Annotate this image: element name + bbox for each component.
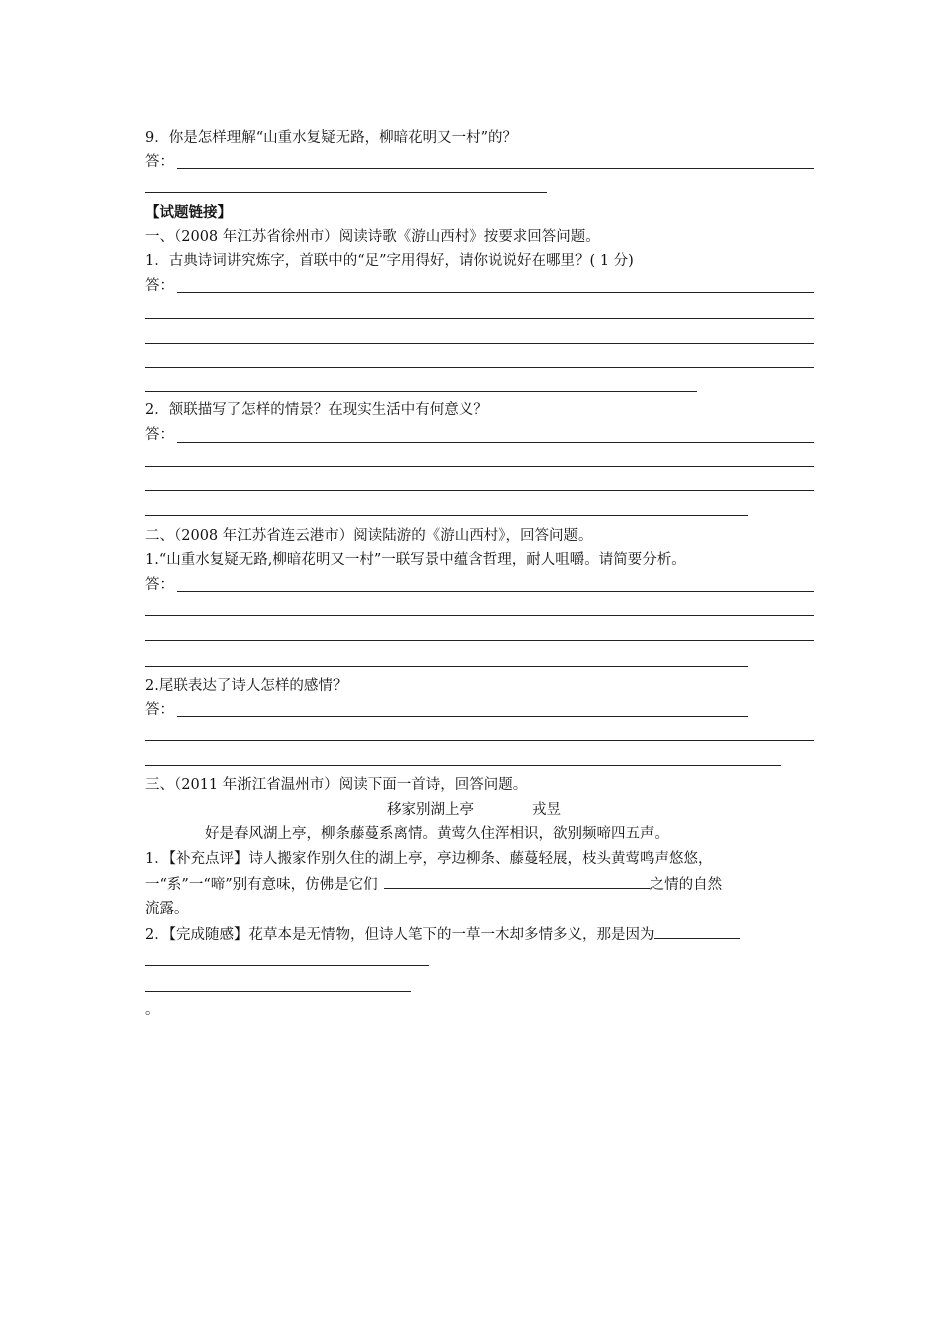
answer-line[interactable] [177, 292, 814, 293]
s3-question-1-end: 流露。 [145, 901, 189, 917]
answer-label: 答： [145, 577, 174, 593]
answer-line[interactable] [145, 391, 697, 392]
answer-line[interactable] [145, 367, 814, 368]
fill-blank[interactable] [384, 874, 650, 889]
end-punctuation: 。 [145, 1002, 160, 1018]
s1-question-1: 1．古典诗词讲究炼字，首联中的“足”字用得好，请你说说好在哪里？( 1 分) [145, 253, 634, 269]
answer-line[interactable] [145, 466, 814, 467]
answer-label: 答： [145, 702, 174, 718]
question-9: 9．你是怎样理解“山重水复疑无路，柳暗花明又一村”的？ [145, 130, 518, 146]
answer-line[interactable] [177, 168, 814, 169]
poem-title: 移家别湖上亭 [387, 802, 474, 818]
q2-text: 2．【完成随感】花草本是无情物，但诗人笔下的一草一木却多情多义，那是因为 [145, 927, 655, 943]
answer-line[interactable] [145, 965, 429, 966]
s3-question-1-cont [145, 874, 722, 895]
s2-question-2: 2.尾联表达了诗人怎样的感情？ [145, 678, 348, 694]
answer-label: 答： [145, 427, 174, 443]
answer-line[interactable] [145, 318, 814, 319]
poem-author: 戎昱 [532, 802, 561, 818]
answer-line[interactable] [145, 640, 814, 641]
answer-label: 答： [145, 278, 174, 294]
s1-question-2: 2．颔联描写了怎样的情景？在现实生活中有何意义？ [145, 402, 488, 418]
answer-line[interactable] [145, 343, 814, 344]
answer-line[interactable] [177, 442, 814, 443]
answer-line[interactable] [145, 515, 748, 516]
q1-text-before-blank: 一“系”一“啼”别有意味，仿佛是它们 [145, 877, 378, 893]
answer-line[interactable] [145, 615, 814, 616]
section-3-heading: 三、（2011 年浙江省温州市）阅读下面一首诗，回答问题。 [145, 777, 528, 793]
s3-question-1: 1．【补充点评】诗人搬家作别久住的湖上亭，亭边柳条、藤蔓轻展，枝头黄莺鸣声悠悠， [145, 851, 713, 867]
answer-line[interactable] [145, 192, 547, 193]
answer-line[interactable] [177, 591, 814, 592]
answer-line[interactable] [177, 716, 748, 717]
answer-line[interactable] [145, 490, 814, 491]
section-1-heading: 一、（2008 年江苏省徐州市）阅读诗歌《游山西村》按要求回答问题。 [145, 229, 600, 245]
answer-line[interactable] [145, 666, 748, 667]
section-2-heading: 二、（2008 年江苏省连云港市）阅读陆游的《游山西村》，回答问题。 [145, 528, 593, 544]
q1-text-after-blank: 之情的自然 [649, 877, 723, 893]
section-header: 【试题链接】 [145, 204, 232, 221]
answer-line[interactable] [145, 991, 411, 992]
s3-question-2 [145, 924, 740, 945]
fill-blank[interactable] [654, 924, 740, 939]
answer-line[interactable] [145, 740, 814, 741]
poem-text: 好是春风湖上亭，柳条藤蔓系离情。黄莺久住浑相识，欲别频啼四五声。 [205, 826, 669, 842]
s2-question-1: 1.“山重水复疑无路,柳暗花明又一村”一联写景中蕴含哲理，耐人咀嚼。请简要分析。 [145, 552, 686, 568]
answer-label: 答： [145, 154, 174, 170]
answer-line[interactable] [145, 765, 781, 766]
